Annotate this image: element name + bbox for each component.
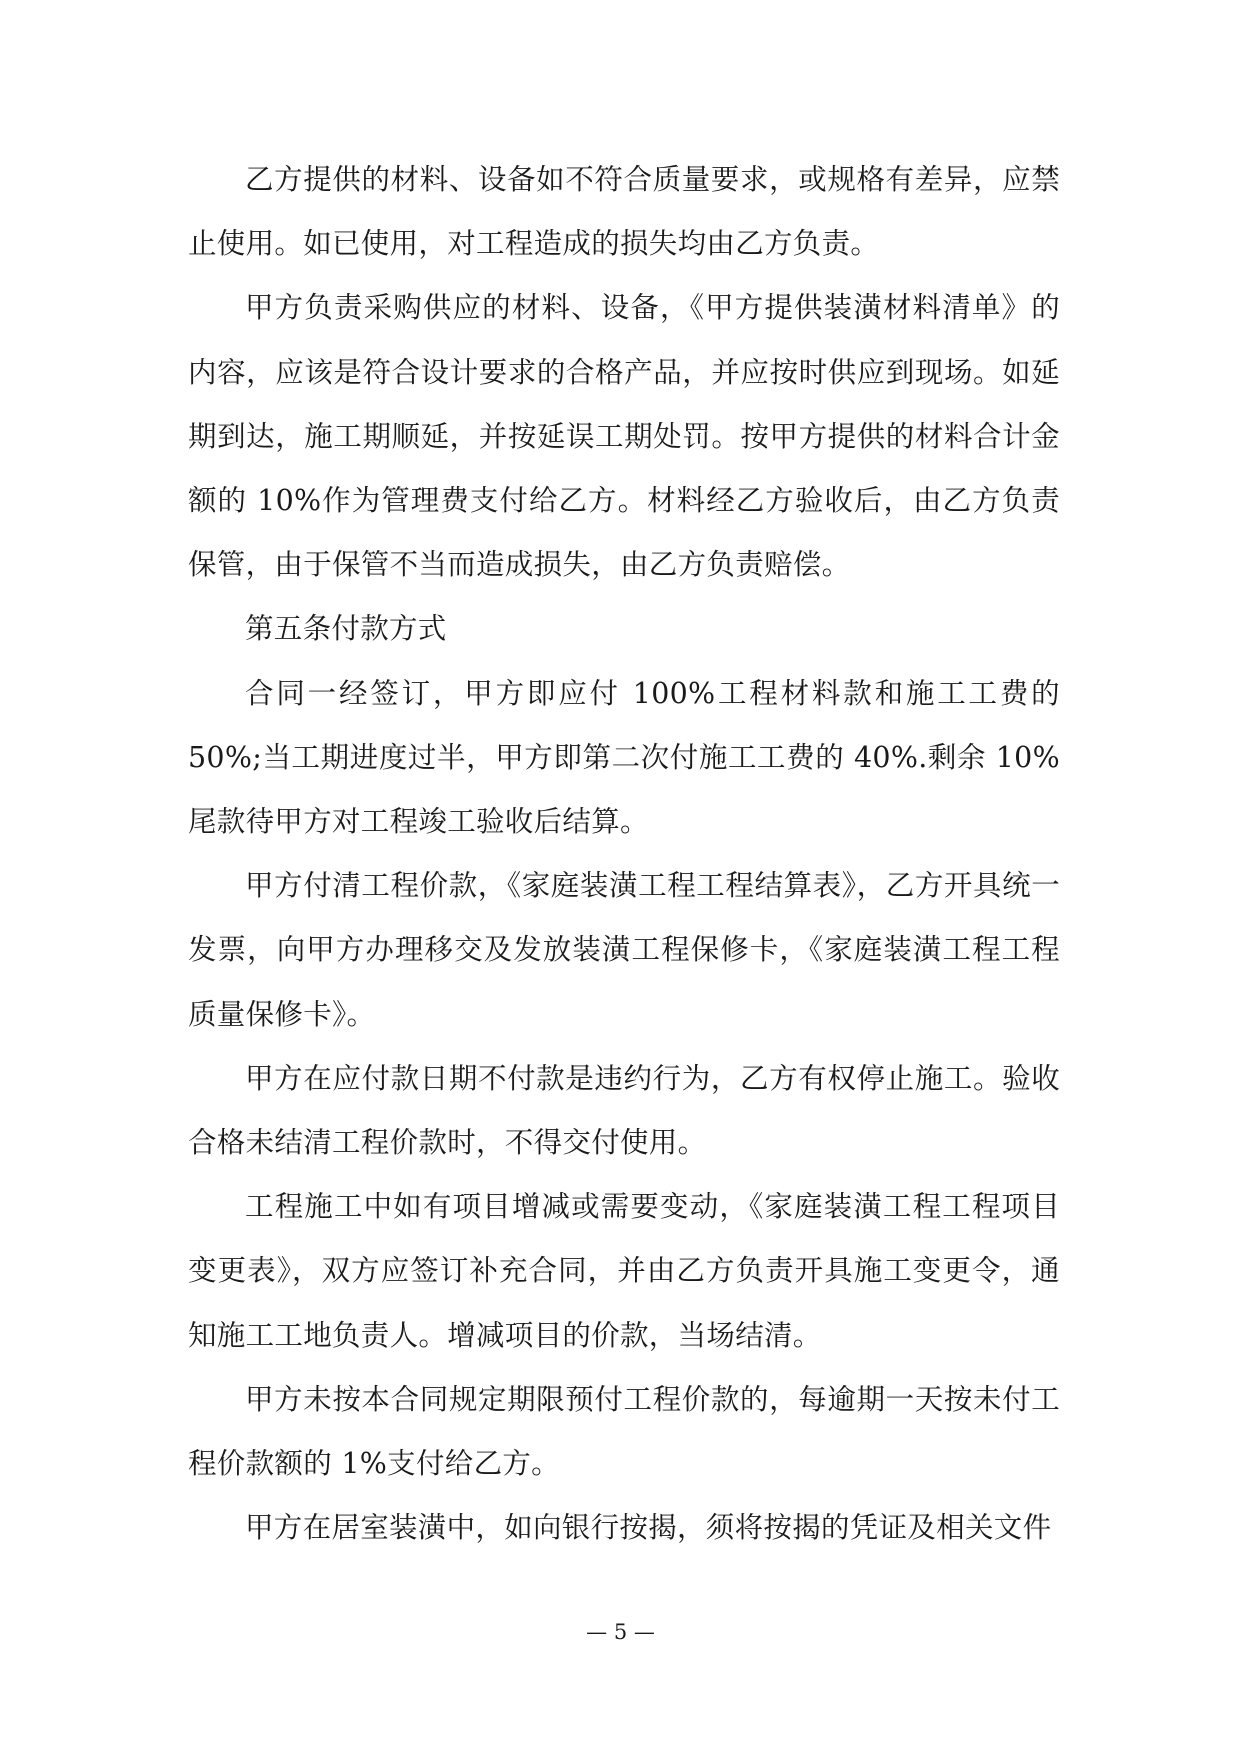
paragraph-settlement-invoice: 甲方付清工程价款，《家庭装潢工程工程结算表》，乙方开具统一发票，向甲方办理移交及发放装潢工程保修卡，《家庭装潢工程工程质量保修卡》。 [188, 869, 1060, 1031]
paragraph-mortgage-documents: 甲方在居室装潢中，如向银行按揭，须将按揭的凭证及相关文件 [245, 1511, 1052, 1545]
paragraph-payment-schedule: 合同一经签订，甲方即应付 100%工程材料款和施工工费的 50%;当工期进度过半，甲方即第二次付施工工费的 40%.剩余 10%尾款待甲方对工程竣工验收后结算。 [188, 676, 1060, 839]
paragraph-project-changes: 工程施工中如有项目增减或需要变动，《家庭装潢工程工程项目变更表》，双方应签订补充合同，并由乙方负责开具施工变更令，通知施工工地负责人。增减项目的价款，当场结清。 [188, 1190, 1060, 1352]
paragraph-overdue-penalty: 甲方未按本合同规定期限预付工程价款的，每逾期一天按未付工程价款额的 1%支付给乙方。 [188, 1382, 1060, 1481]
paragraph-late-payment-breach: 甲方在应付款日期不付款是违约行为，乙方有权停止施工。验收合格未结清工程价款时，不得交付使用。 [188, 1061, 1060, 1160]
paragraph-owner-supplied-materials: 甲方负责采购供应的材料、设备，《甲方提供装潢材料清单》的内容，应该是符合设计要求的合格产品，并应按时供应到现场。如延期到达，施工期顺延，并按延误工期处罚。按甲方提供的材料合计金额的 10%作为管理费支付给乙方。材料经乙方验收后，由乙方负责保管，由于保管不当而造成损失，由乙方负责赔偿。 [188, 291, 1060, 582]
document-body [188, 148, 1060, 1560]
section-heading-payment-method: 第五条付款方式 [245, 612, 447, 646]
page-number: — 5 — [586, 1620, 655, 1644]
paragraph-material-quality: 乙方提供的材料、设备如不符合质量要求，或规格有差异，应禁止使用。如已使用，对工程造成的损失均由乙方负责。 [188, 163, 1060, 261]
